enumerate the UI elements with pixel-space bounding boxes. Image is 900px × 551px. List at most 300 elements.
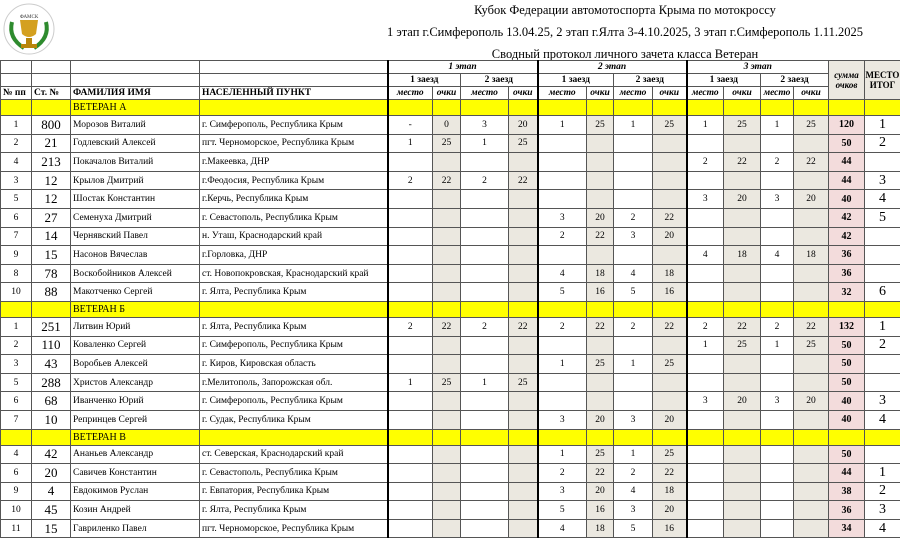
sum-points: 50 xyxy=(829,336,865,355)
points-cell: 25 xyxy=(587,116,614,135)
start-number: 800 xyxy=(32,116,71,135)
col-pp: № пп xyxy=(1,87,32,100)
rider-city: г.Керчь, Республика Крым xyxy=(200,190,388,209)
place-cell xyxy=(538,171,587,190)
place-cell xyxy=(538,153,587,172)
points-cell xyxy=(794,501,829,520)
rider-name: Макотченко Сергей xyxy=(71,283,200,302)
row-number: 7 xyxy=(1,227,32,246)
col-name: ФАМИЛИЯ ИМЯ xyxy=(71,87,200,100)
rider-city: н. Уташ, Краснодарский край xyxy=(200,227,388,246)
rider-city: г. Симферополь, Республика Крым xyxy=(200,392,388,411)
points-cell xyxy=(724,410,761,429)
place-cell xyxy=(687,134,724,153)
rider-city: г. Симферополь, Республика Крым xyxy=(200,336,388,355)
rider-city: ст. Новопокровская, Краснодарский край xyxy=(200,264,388,283)
row-number: 10 xyxy=(1,283,32,302)
points-cell xyxy=(587,373,614,392)
place-cell xyxy=(687,264,724,283)
rider-city: г. Ялта, Республика Крым xyxy=(200,283,388,302)
points-cell: 20 xyxy=(653,227,687,246)
place-cell xyxy=(461,336,509,355)
points-cell: 25 xyxy=(653,355,687,374)
place-cell xyxy=(761,264,794,283)
start-number: 78 xyxy=(32,264,71,283)
row-number: 9 xyxy=(1,246,32,265)
place-cell: 2 xyxy=(761,153,794,172)
place-cell: 2 xyxy=(614,464,653,483)
points-cell xyxy=(509,283,538,302)
table-row xyxy=(1,171,900,190)
place-cell xyxy=(761,482,794,501)
place-cell: 3 xyxy=(687,190,724,209)
place-cell xyxy=(388,246,433,265)
start-number: 251 xyxy=(32,317,71,336)
place-cell: 1 xyxy=(538,445,587,464)
row-number: 9 xyxy=(1,482,32,501)
col-place: место xyxy=(614,87,653,100)
points-cell xyxy=(509,501,538,520)
place-cell xyxy=(388,445,433,464)
points-cell xyxy=(433,464,461,483)
points-cell: 25 xyxy=(724,116,761,135)
rider-city: г.Мелитополь, Запорожская обл. xyxy=(200,373,388,392)
table-row xyxy=(1,264,900,283)
table-row xyxy=(1,246,900,265)
points-cell xyxy=(509,208,538,227)
points-cell xyxy=(433,336,461,355)
place-cell: 1 xyxy=(388,134,433,153)
place-cell: 2 xyxy=(538,464,587,483)
points-cell: 25 xyxy=(653,116,687,135)
col-points: очки xyxy=(653,87,687,100)
stage1-header: 1 этап xyxy=(388,61,538,74)
rider-name: Коваленко Сергей xyxy=(71,336,200,355)
points-cell: 22 xyxy=(587,317,614,336)
place-cell: 5 xyxy=(614,519,653,538)
col-city: НАСЕЛЕННЫЙ ПУНКТ xyxy=(200,87,388,100)
place-cell xyxy=(461,482,509,501)
points-cell xyxy=(509,410,538,429)
points-cell: 22 xyxy=(724,317,761,336)
points-cell: 22 xyxy=(724,153,761,172)
points-cell: 18 xyxy=(724,246,761,265)
row-number: 1 xyxy=(1,317,32,336)
points-cell: 16 xyxy=(587,501,614,520)
col-place: место xyxy=(461,87,509,100)
points-cell xyxy=(653,171,687,190)
points-cell xyxy=(794,208,829,227)
row-number: 5 xyxy=(1,373,32,392)
points-cell: 25 xyxy=(724,336,761,355)
place-cell xyxy=(614,246,653,265)
points-cell xyxy=(433,153,461,172)
place-cell xyxy=(687,171,724,190)
place-cell: 3 xyxy=(614,410,653,429)
place-cell xyxy=(388,190,433,209)
final-place-header: МЕСТО ИТОГ xyxy=(865,61,900,100)
place-cell: 2 xyxy=(687,153,724,172)
table-row xyxy=(1,190,900,209)
rider-city: г. Евпатория, Республика Крым xyxy=(200,482,388,501)
points-cell xyxy=(653,373,687,392)
race-header: 2 заезд xyxy=(614,74,687,87)
row-number: 6 xyxy=(1,208,32,227)
rider-city: г. Симферополь, Республика Крым xyxy=(200,116,388,135)
points-cell xyxy=(724,464,761,483)
points-cell xyxy=(653,392,687,411)
points-cell xyxy=(587,392,614,411)
start-number: 43 xyxy=(32,355,71,374)
page-title: Кубок Федерации автомотоспорта Крыма по мотокроссу xyxy=(474,3,776,17)
points-cell xyxy=(509,264,538,283)
place-cell: 2 xyxy=(461,171,509,190)
points-cell xyxy=(433,410,461,429)
points-cell xyxy=(509,246,538,265)
final-place: 3 xyxy=(865,501,900,520)
points-cell xyxy=(794,373,829,392)
points-cell: 20 xyxy=(653,410,687,429)
start-number: 21 xyxy=(32,134,71,153)
place-cell xyxy=(388,283,433,302)
group-name: ВЕТЕРАН В xyxy=(71,429,200,445)
place-cell: 2 xyxy=(687,317,724,336)
points-cell xyxy=(587,153,614,172)
points-cell xyxy=(653,246,687,265)
sum-points: 44 xyxy=(829,171,865,190)
place-cell xyxy=(761,355,794,374)
table-row xyxy=(1,519,900,538)
row-number: 3 xyxy=(1,355,32,374)
table-row xyxy=(1,482,900,501)
points-cell xyxy=(794,482,829,501)
rider-name: Воробьев Алексей xyxy=(71,355,200,374)
place-cell: 1 xyxy=(461,134,509,153)
start-number: 10 xyxy=(32,410,71,429)
place-cell: 4 xyxy=(614,264,653,283)
place-cell: 3 xyxy=(614,227,653,246)
col-start-number: Ст. № xyxy=(32,87,71,100)
place-cell: 3 xyxy=(461,116,509,135)
race-header: 2 заезд xyxy=(761,74,829,87)
table-row xyxy=(1,355,900,374)
row-number: 2 xyxy=(1,134,32,153)
points-cell xyxy=(587,336,614,355)
sum-points: 50 xyxy=(829,373,865,392)
place-cell: 4 xyxy=(687,246,724,265)
final-place: 3 xyxy=(865,171,900,190)
points-cell xyxy=(509,153,538,172)
points-cell xyxy=(509,445,538,464)
col-points: очки xyxy=(724,87,761,100)
place-cell xyxy=(461,410,509,429)
rider-city: г. Киров, Кировская область xyxy=(200,355,388,374)
rider-name: Семенуха Дмитрий xyxy=(71,208,200,227)
place-cell xyxy=(461,392,509,411)
place-cell xyxy=(461,190,509,209)
place-cell: 1 xyxy=(461,373,509,392)
place-cell xyxy=(388,264,433,283)
row-number: 1 xyxy=(1,116,32,135)
points-cell xyxy=(433,445,461,464)
points-cell xyxy=(509,392,538,411)
rider-name: Шостак Константин xyxy=(71,190,200,209)
place-cell: 2 xyxy=(614,317,653,336)
rider-name: Чернявский Павел xyxy=(71,227,200,246)
points-cell xyxy=(433,227,461,246)
place-cell xyxy=(687,410,724,429)
final-place: 2 xyxy=(865,134,900,153)
place-cell xyxy=(388,336,433,355)
place-cell xyxy=(687,227,724,246)
table-row xyxy=(1,134,900,153)
points-cell xyxy=(509,227,538,246)
sum-points: 42 xyxy=(829,227,865,246)
points-cell: 20 xyxy=(587,410,614,429)
protocol-subtitle: Сводный протокол личного зачета класса Ветеран xyxy=(491,47,759,61)
rider-name: Морозов Виталий xyxy=(71,116,200,135)
rider-city: ст. Северская, Краснодарский край xyxy=(200,445,388,464)
points-cell: 25 xyxy=(587,445,614,464)
sum-points: 32 xyxy=(829,283,865,302)
row-number: 4 xyxy=(1,153,32,172)
points-cell xyxy=(653,153,687,172)
place-cell xyxy=(761,134,794,153)
table-row xyxy=(1,464,900,483)
points-cell: 22 xyxy=(509,171,538,190)
sum-points: 132 xyxy=(829,317,865,336)
race-header: 1 заезд xyxy=(388,74,461,87)
final-place xyxy=(865,227,900,246)
place-cell xyxy=(614,373,653,392)
final-place: 6 xyxy=(865,283,900,302)
final-place: 1 xyxy=(865,464,900,483)
col-place: место xyxy=(687,87,724,100)
place-cell xyxy=(761,208,794,227)
place-cell xyxy=(761,501,794,520)
place-cell: 1 xyxy=(538,355,587,374)
rider-name: Христов Александр xyxy=(71,373,200,392)
place-cell xyxy=(461,355,509,374)
points-cell: 22 xyxy=(433,171,461,190)
rider-name: Крылов Дмитрий xyxy=(71,171,200,190)
points-cell: 16 xyxy=(653,519,687,538)
place-cell xyxy=(687,355,724,374)
points-cell xyxy=(794,171,829,190)
final-place: 2 xyxy=(865,336,900,355)
sum-points: 44 xyxy=(829,464,865,483)
points-cell: 25 xyxy=(509,134,538,153)
sum-points: 40 xyxy=(829,410,865,429)
points-cell: 22 xyxy=(433,317,461,336)
points-cell xyxy=(433,264,461,283)
points-cell: 25 xyxy=(509,373,538,392)
place-cell xyxy=(461,246,509,265)
final-place: 2 xyxy=(865,482,900,501)
points-cell xyxy=(653,336,687,355)
sum-points: 38 xyxy=(829,482,865,501)
points-cell xyxy=(509,464,538,483)
start-number: 110 xyxy=(32,336,71,355)
sum-points: 36 xyxy=(829,246,865,265)
place-cell: 4 xyxy=(538,264,587,283)
points-cell: 25 xyxy=(653,445,687,464)
row-number: 6 xyxy=(1,464,32,483)
place-cell: 2 xyxy=(388,171,433,190)
points-cell xyxy=(509,482,538,501)
place-cell xyxy=(761,283,794,302)
points-cell xyxy=(433,283,461,302)
place-cell xyxy=(614,171,653,190)
sum-points: 42 xyxy=(829,208,865,227)
rider-city: г. Севастополь, Республика Крым xyxy=(200,208,388,227)
final-place: 4 xyxy=(865,519,900,538)
start-number: 15 xyxy=(32,246,71,265)
points-cell xyxy=(724,445,761,464)
final-place xyxy=(865,246,900,265)
start-number: 88 xyxy=(32,283,71,302)
start-number: 288 xyxy=(32,373,71,392)
sum-points: 50 xyxy=(829,445,865,464)
place-cell xyxy=(461,501,509,520)
place-cell xyxy=(388,208,433,227)
rider-name: Насонов Вячеслав xyxy=(71,246,200,265)
rider-name: Ананьев Александр xyxy=(71,445,200,464)
federation-logo xyxy=(2,2,56,56)
points-cell xyxy=(509,519,538,538)
place-cell xyxy=(614,153,653,172)
points-cell xyxy=(653,190,687,209)
points-cell xyxy=(724,519,761,538)
rider-city: г. Судак, Республика Крым xyxy=(200,410,388,429)
row-number: 3 xyxy=(1,171,32,190)
points-cell: 18 xyxy=(653,482,687,501)
points-cell xyxy=(794,464,829,483)
place-cell: 1 xyxy=(687,116,724,135)
start-number: 14 xyxy=(32,227,71,246)
rider-name: Годлевский Алексей xyxy=(71,134,200,153)
points-cell xyxy=(724,355,761,374)
points-cell xyxy=(509,190,538,209)
place-cell: 4 xyxy=(538,519,587,538)
points-cell: 22 xyxy=(587,464,614,483)
place-cell: 4 xyxy=(614,482,653,501)
rider-name: Покачалов Виталий xyxy=(71,153,200,172)
start-number: 4 xyxy=(32,482,71,501)
place-cell xyxy=(687,501,724,520)
place-cell: 1 xyxy=(614,355,653,374)
points-cell: 22 xyxy=(587,227,614,246)
table-row xyxy=(1,392,900,411)
place-cell xyxy=(388,482,433,501)
race-header: 1 заезд xyxy=(687,74,761,87)
final-place: 1 xyxy=(865,116,900,135)
points-cell: 20 xyxy=(587,482,614,501)
points-cell: 20 xyxy=(794,392,829,411)
place-cell: 1 xyxy=(538,116,587,135)
col-points: очки xyxy=(587,87,614,100)
points-cell xyxy=(433,208,461,227)
sum-points: 40 xyxy=(829,392,865,411)
row-number: 10 xyxy=(1,501,32,520)
place-cell: 3 xyxy=(538,482,587,501)
table-row xyxy=(1,153,900,172)
points-cell xyxy=(724,283,761,302)
place-cell xyxy=(538,190,587,209)
rider-name: Воскобойников Алексей xyxy=(71,264,200,283)
row-number: 6 xyxy=(1,392,32,411)
rider-city: г.Феодосия, Республика Крым xyxy=(200,171,388,190)
points-cell: 20 xyxy=(509,116,538,135)
points-cell xyxy=(794,410,829,429)
place-cell xyxy=(614,336,653,355)
place-cell xyxy=(687,464,724,483)
race-header: 1 заезд xyxy=(538,74,614,87)
final-place: 1 xyxy=(865,317,900,336)
place-cell xyxy=(761,227,794,246)
points-cell: 20 xyxy=(653,501,687,520)
rider-city: г. Ялта, Республика Крым xyxy=(200,317,388,336)
place-cell xyxy=(538,373,587,392)
points-cell: 25 xyxy=(794,336,829,355)
place-cell: 5 xyxy=(538,283,587,302)
sum-points: 36 xyxy=(829,501,865,520)
points-cell xyxy=(724,373,761,392)
place-cell xyxy=(614,392,653,411)
place-cell: 1 xyxy=(614,445,653,464)
place-cell xyxy=(388,519,433,538)
results-table xyxy=(0,60,900,538)
points-cell xyxy=(433,190,461,209)
row-number: 5 xyxy=(1,190,32,209)
start-number: 213 xyxy=(32,153,71,172)
final-place: 3 xyxy=(865,392,900,411)
points-cell: 18 xyxy=(587,519,614,538)
stage3-header: 3 этап xyxy=(687,61,829,74)
points-cell xyxy=(724,134,761,153)
place-cell xyxy=(388,355,433,374)
place-cell: 3 xyxy=(538,208,587,227)
place-cell xyxy=(388,227,433,246)
col-place: место xyxy=(761,87,794,100)
place-cell xyxy=(538,392,587,411)
place-cell xyxy=(388,501,433,520)
points-cell: 18 xyxy=(794,246,829,265)
stage2-header: 2 этап xyxy=(538,61,687,74)
points-cell xyxy=(794,134,829,153)
points-cell: 20 xyxy=(587,208,614,227)
table-row xyxy=(1,208,900,227)
group-name: ВЕТЕРАН А xyxy=(71,100,200,116)
points-cell xyxy=(724,171,761,190)
place-cell: 1 xyxy=(687,336,724,355)
points-cell: 18 xyxy=(653,264,687,283)
rider-city: г.Макеевка, ДНР xyxy=(200,153,388,172)
points-cell xyxy=(724,208,761,227)
points-cell xyxy=(794,283,829,302)
points-cell xyxy=(794,519,829,538)
points-cell: 22 xyxy=(794,317,829,336)
points-cell: 22 xyxy=(653,464,687,483)
place-cell xyxy=(614,134,653,153)
place-cell xyxy=(538,336,587,355)
points-cell xyxy=(433,501,461,520)
row-number: 2 xyxy=(1,336,32,355)
points-cell xyxy=(433,519,461,538)
place-cell xyxy=(461,153,509,172)
points-cell xyxy=(433,392,461,411)
table-row xyxy=(1,336,900,355)
